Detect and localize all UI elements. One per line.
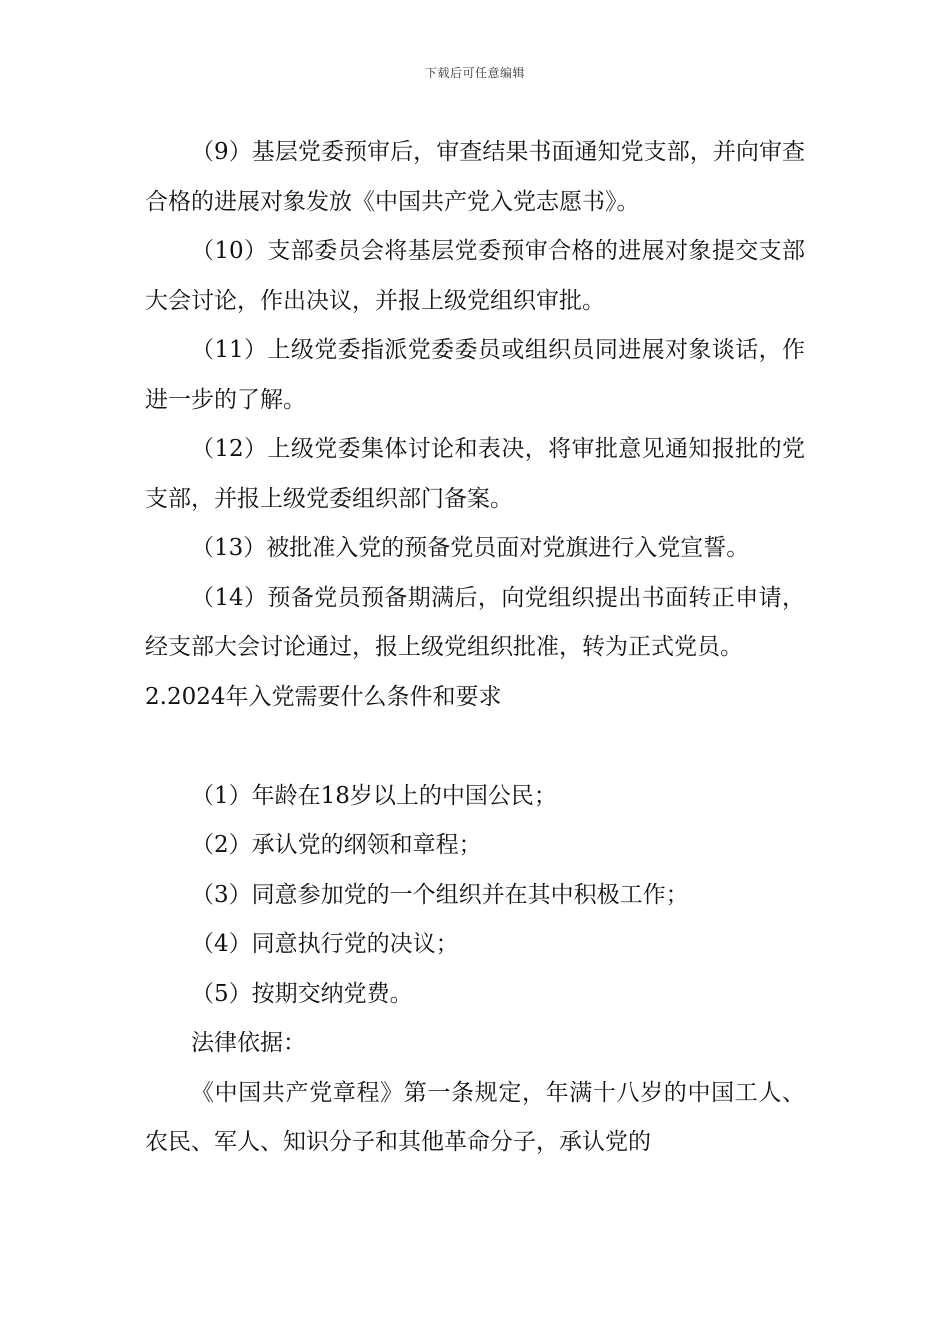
procedure-step-11: （11）上级党委指派党委委员或组织员同进展对象谈话，作进一步的了解。 (145, 337, 805, 413)
legal-basis-label: 法律依据： (191, 1030, 306, 1056)
section-heading: 2.2024年入党需要什么条件和要求 (145, 683, 502, 710)
condition-item-2: （2）承认党的纲领和章程； (191, 832, 482, 858)
condition-item-1: （1）年龄在18岁以上的中国公民； (191, 782, 557, 809)
document-body (145, 128, 805, 1168)
condition-item-5: （5）按期交纳党费。 (191, 980, 413, 1007)
procedure-step-12: （12）上级党委集体讨论和表决，将审批意见通知报批的党支部，并报上级党委组织部门备案。 (145, 436, 805, 512)
procedure-step-9: （9）基层党委预审后，审查结果书面通知党支部，并向审查合格的进展对象发放《中国共产党入党志愿书》。 (145, 139, 805, 215)
condition-item-4: （4）同意执行党的决议； (191, 931, 459, 957)
legal-basis-text: 《中国共产党章程》第一条规定，年满十八岁的中国工人、农民、军人、知识分子和其他革命分子，承认党的 (145, 1079, 805, 1155)
procedure-step-14: （14）预备党员预备期满后，向党组织提出书面转正申请，经支部大会讨论通过，报上级党组织批准，转为正式党员。 (145, 584, 805, 660)
condition-item-3: （3）同意参加党的一个组织并在其中积极工作； (191, 881, 689, 908)
procedure-step-13: （13）被批准入党的预备党员面对党旗进行入党宣誓。 (191, 535, 750, 561)
procedure-step-10: （10）支部委员会将基层党委预审合格的进展对象提交支部大会讨论，作出决议，并报上级党组织审批。 (145, 238, 805, 314)
blank-line (145, 722, 805, 772)
page-header: 下载后可任意编辑 (424, 66, 525, 80)
